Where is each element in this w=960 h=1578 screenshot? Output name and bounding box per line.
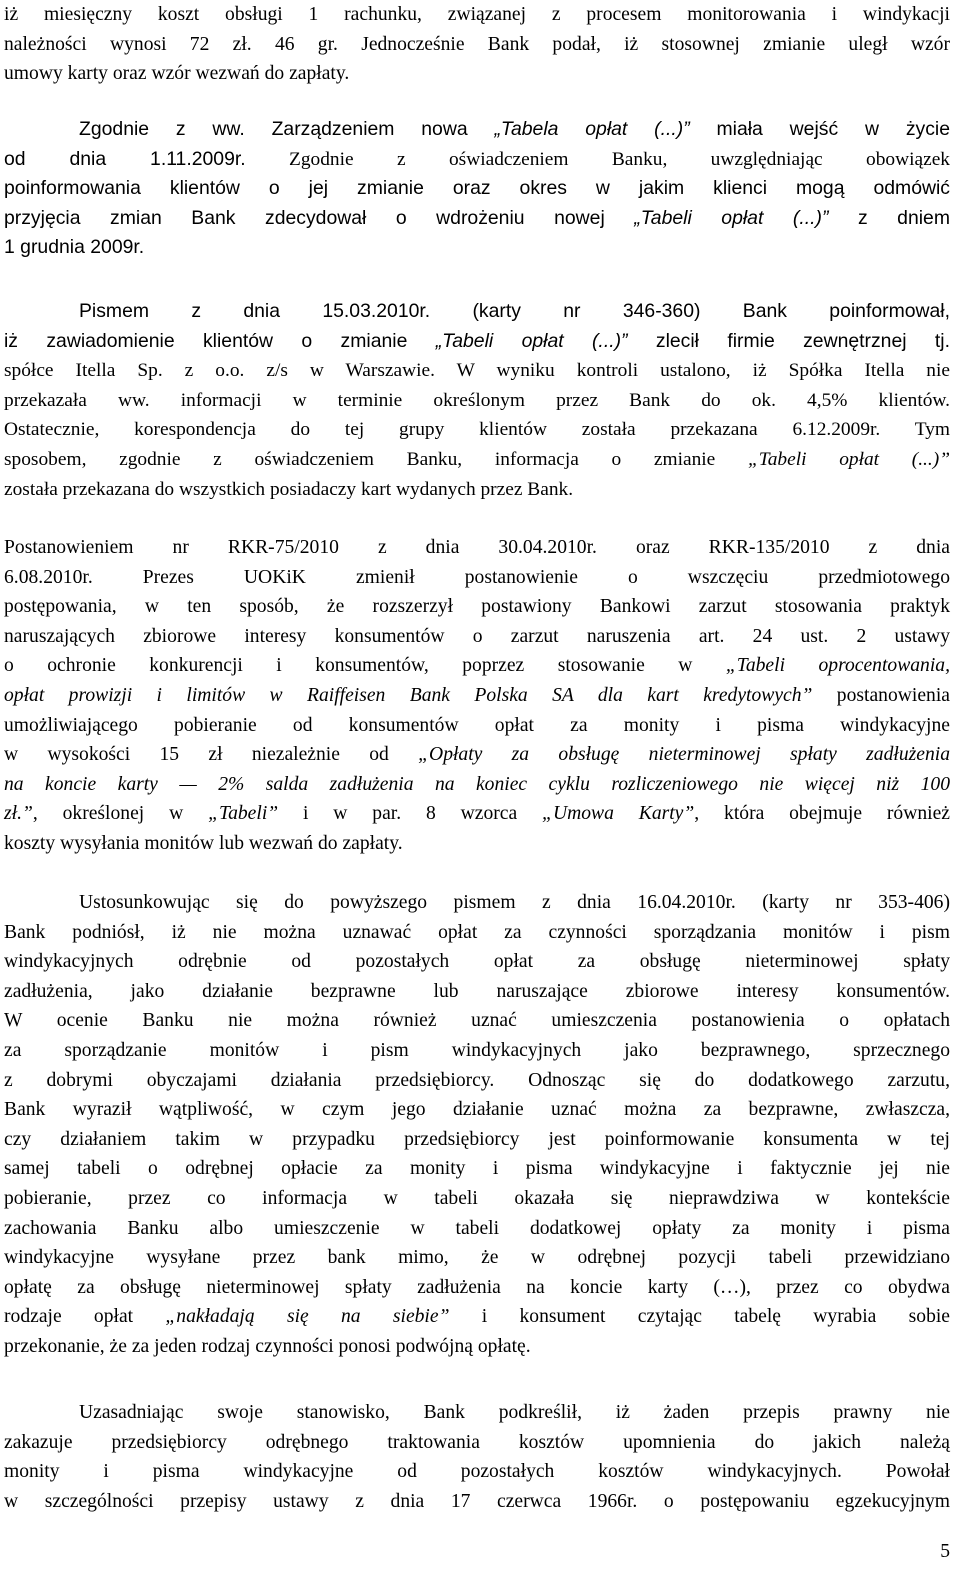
paragraph-3 — [4, 297, 950, 504]
paragraph-2 — [4, 115, 950, 263]
text-line — [4, 681, 950, 711]
paragraph-1 — [4, 0, 950, 89]
text-line: umożliwiającego pobieranie od konsumentów opłat za monity i pisma windykacyjne — [4, 714, 950, 736]
text-run: w wysokości 15 zł niezależnie od — [4, 744, 419, 766]
italic-quote: „Umowa Karty” — [542, 803, 695, 825]
text-line — [4, 145, 950, 175]
text-line: przekonanie, że za jeden rodzaj czynności ponosi podwójną opłatę. — [4, 1335, 531, 1357]
text-run: i w par. 8 wzorca — [278, 803, 543, 825]
text-line — [4, 799, 950, 829]
text-line: w szczególności przepisy ustawy z dnia 17 czerwca 1966r. o postępowaniu egzekucyjnym — [4, 1490, 950, 1512]
text-line — [4, 445, 950, 475]
text-run: postanowienia — [812, 684, 950, 706]
text-line: samej tabeli o odrębnej opłacie za monity i pisma windykacyjne i faktycznie jej nie — [4, 1158, 950, 1180]
text-line: z dobrymi obyczajami działania przedsiębiorcy. Odnosząc się do dodatkowego zarzutu, — [4, 1069, 950, 1091]
text-line: zachowania Banku albo umieszczenie w tabeli dodatkowej opłaty za monity i pisma — [4, 1217, 950, 1239]
text-run: iż zawiadomienie klientów o zmianie — [4, 329, 436, 352]
text-run: sposobem, zgodnie z oświadczeniem Banku, informacja o zmianie — [4, 448, 748, 470]
text-run: rodzaje opłat — [4, 1306, 166, 1328]
text-line: należności wynosi 72 zł. 46 gr. Jednocześnie Bank podał, iż stosownej zmianie uległ wzór — [4, 33, 950, 55]
text-line: czy działaniem takim w przypadku przedsiębiorcy jest poinformowanie konsumenta w tej — [4, 1128, 950, 1150]
italic-quote: zł.” — [4, 803, 33, 825]
text-line: umowy karty oraz wzór wezwań do zapłaty. — [4, 63, 350, 85]
italic-quote: „Tabeli oprocentowania, — [725, 655, 950, 677]
text-line — [4, 1302, 950, 1332]
paragraph-4 — [4, 533, 950, 859]
text-line: zakazuje przedsiębiorcy odrębnego traktowania kosztów upomnienia do jakich należą — [4, 1431, 950, 1453]
text-run: o ochronie konkurencji i konsumentów, poprzez stosowanie w — [4, 655, 726, 677]
text-line: 1 grudnia 2009r. — [4, 236, 145, 259]
text-run: , określonej w — [32, 803, 209, 825]
text-line: Uzasadniając swoje stanowisko, Bank podkreślił, iż żaden przepis prawny nie — [79, 1402, 950, 1423]
italic-quote: „Tabeli” — [208, 803, 279, 825]
paragraph-5 — [4, 888, 950, 1362]
text-line — [4, 327, 950, 357]
text-line: za sporządzanie monitów i pism windykacyjnych jako bezprawnego, sprzecznego — [4, 1039, 950, 1061]
text-run: , która obejmuje również — [694, 803, 950, 825]
italic-quote: „Opłaty za obsługę nieterminowej spłaty zadłużenia — [418, 744, 950, 766]
text-run: i konsument czytając tabelę wyrabia sobie — [449, 1306, 951, 1328]
italic-quote: „Tabeli opłat (...)” — [634, 206, 829, 229]
text-line — [4, 651, 950, 681]
text-line: spółce Itella Sp. z o.o. z/s w Warszawie. W wyniku kontroli ustalono, iż Spółka Itella nie — [4, 360, 950, 382]
text-line: windykacyjne wysyłane przez bank mimo, że w odrębnej pozycji tabeli przewidziano — [4, 1247, 950, 1269]
text-line — [4, 204, 950, 234]
text-line: została przekazana do wszystkich posiadaczy kart wydanych przez Bank. — [4, 478, 574, 500]
text-run: przyjęcia zmian Bank zdecydował o wdrożeniu nowej — [4, 206, 635, 229]
text-line: Postanowieniem nr RKR-75/2010 z dnia 30.04.2010r. oraz RKR-135/2010 z dnia — [4, 537, 950, 558]
text-line: postępowania, w ten sposób, że rozszerzył postawiony Bankowi zarzut stosowania praktyk — [4, 596, 950, 618]
page-number: 5 — [940, 1541, 950, 1562]
text-line: windykacyjnych odrębnie od pozostałych opłat za obsługę nieterminowej spłaty — [4, 951, 950, 973]
paragraph-6 — [4, 1398, 950, 1516]
text-run: Zgodnie z ww. Zarządzeniem nowa — [79, 118, 495, 140]
text-line — [4, 115, 950, 145]
text-line: monity i pisma windykacyjne od pozostałych kosztów windykacyjnych. Powołał — [4, 1461, 950, 1483]
text-line: przekazała ww. informacji w terminie określonym przez Bank do ok. 4,5% klientów. — [4, 389, 950, 411]
text-run: zlecił firmie zewnętrznej tj. — [627, 329, 950, 352]
text-line: 6.08.2010r. Prezes UOKiK zmienił postanowienie o wszczęciu przedmiotowego — [4, 566, 950, 588]
text-line: Pismem z dnia 15.03.2010r. (karty nr 346-360) Bank poinformował, — [79, 300, 950, 322]
italic-quote: opłat prowizji i limitów w Raiffeisen Bank Polska SA dla kart kredytowych” — [4, 684, 813, 706]
text-line: naruszających zbiorowe interesy konsumentów o zarzut naruszenia art. 24 ust. 2 ustawy — [4, 625, 950, 647]
text-run: z dniem — [828, 206, 950, 229]
text-line: poinformowania klientów o jej zmianie oraz okres w jakim klienci mogą odmówić — [4, 177, 950, 200]
text-line: Ustosunkowując się do powyższego pismem z dnia 16.04.2010r. (karty nr 353-406) — [79, 892, 950, 913]
text-line — [4, 740, 950, 770]
text-line: opłatę za obsługę nieterminowej spłaty zadłużenia na koncie karty (…), przez co obydwa — [4, 1276, 950, 1298]
text-run: od dnia 1.11.2009r. — [4, 147, 246, 170]
text-line: Bank wyraził wątpliwość, w czym jego działanie uznać można za bezprawne, zwłaszcza, — [4, 1099, 950, 1121]
text-run: Zgodnie z oświadczeniem Banku, uwzględniając obowiązek — [245, 148, 951, 170]
text-run: miała wejść w życie — [689, 118, 950, 140]
text-line: koszty wysyłania monitów lub wezwań do zapłaty. — [4, 832, 403, 854]
text-line: zadłużenia, jako działanie bezprawne lub naruszające zbiorowe interesy konsumentów. — [4, 980, 950, 1002]
text-line: Ostatecznie, korespondencja do tej grupy klientów została przekazana 6.12.2009r. Tym — [4, 419, 950, 441]
text-line: W ocenie Banku nie można również uznać umieszczenia postanowienia o opłatach — [4, 1010, 950, 1032]
text-line: na koncie karty — 2% salda zadłużenia na koniec cyklu rozliczeniowego nie więcej niż 100 — [4, 773, 950, 795]
italic-quote: „nakładają się na siebie” — [165, 1306, 450, 1328]
text-line: iż miesięczny koszt obsługi 1 rachunku, związanej z procesem monitorowania i windykacji — [4, 4, 950, 25]
italic-quote: „Tabeli opłat (...)” — [747, 448, 950, 470]
italic-quote: „Tabeli opłat (...)” — [435, 329, 628, 352]
text-line: pobieranie, przez co informacja w tabeli okazała się nieprawdziwa w kontekście — [4, 1187, 950, 1209]
text-line: Bank podniósł, iż nie można uznawać opłat za czynności sporządzania monitów i pism — [4, 921, 950, 943]
italic-quote: „Tabela opłat (...)” — [494, 118, 690, 140]
